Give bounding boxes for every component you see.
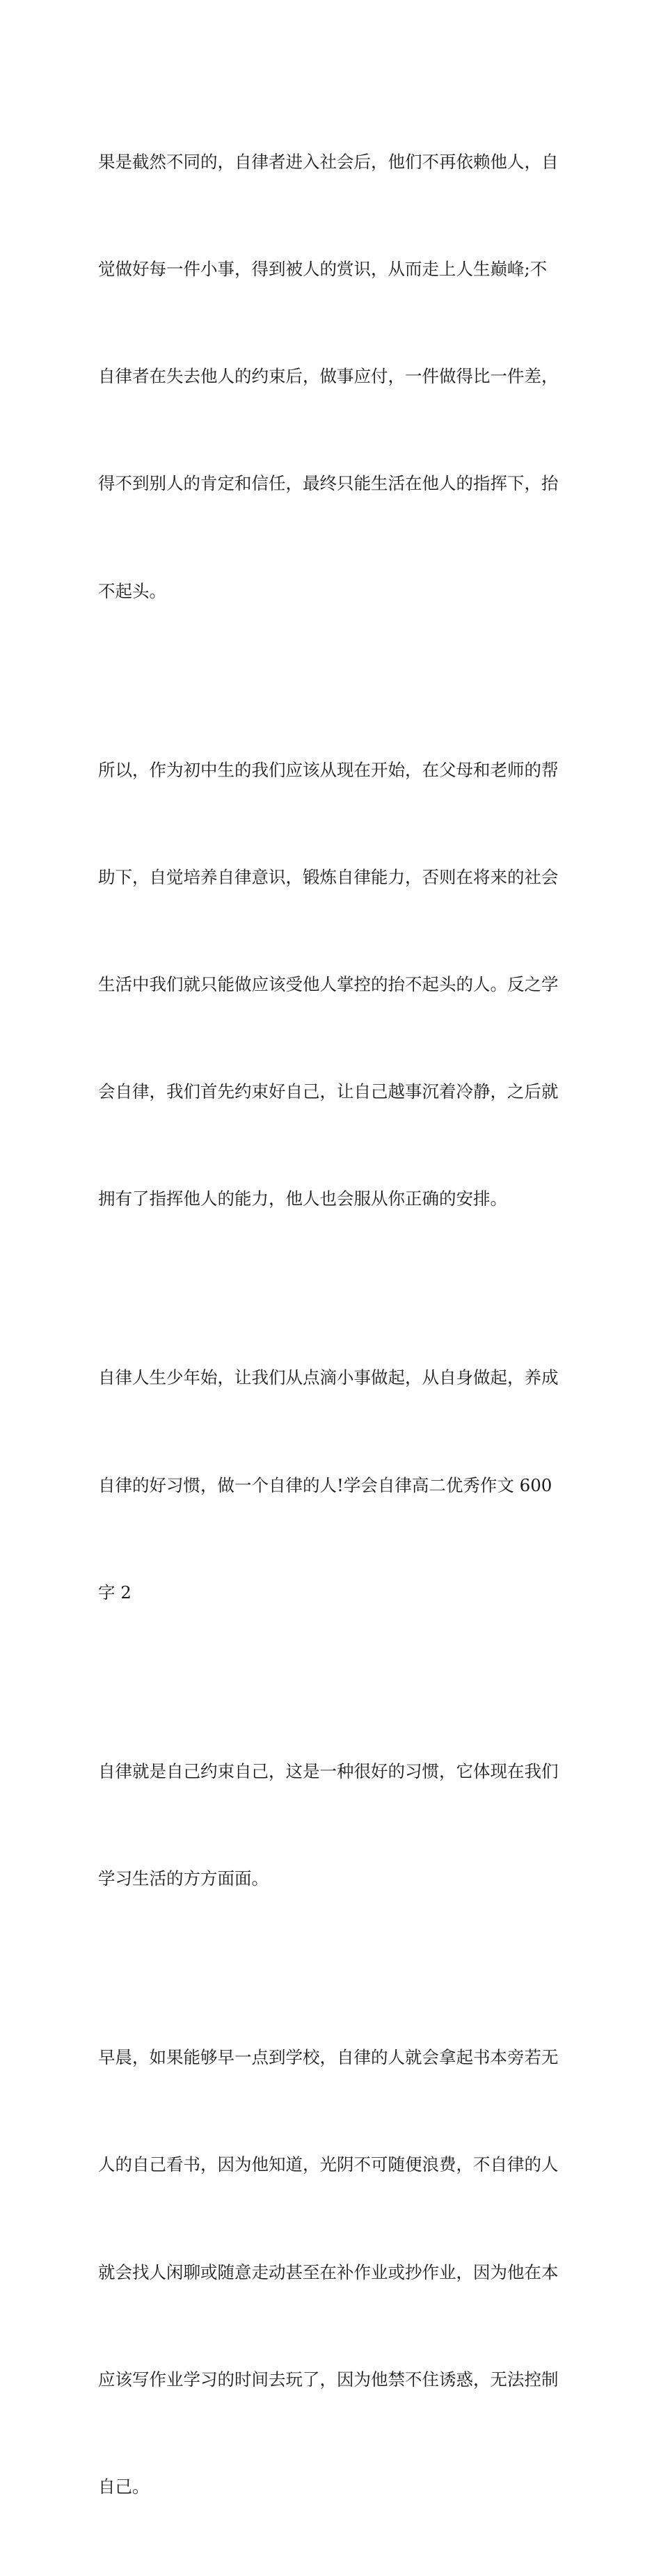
text-line: 所以，作为初中生的我们应该从现在开始，在父母和老师的帮 bbox=[98, 759, 559, 780]
paragraph-3 bbox=[98, 1289, 571, 1682]
text-line: 得不到别人的肯定和信任，最终只能生活在他人的指挥下，抬 bbox=[98, 473, 559, 494]
text-line: 自律就是自己约束自己，这是一种很好的习惯，它体现在我们 bbox=[98, 1760, 559, 1781]
text-line: 人的自己看书，因为他知道，光阴不可随便浪费，不自律的人 bbox=[98, 2154, 559, 2175]
text-line: 自律的好习惯，做一个自律的人!学会自律高二优秀作文 600 bbox=[98, 1474, 552, 1495]
text-line: 觉做好每一件小事，得到被人的赏识，从而走上人生巅峰;不 bbox=[98, 259, 548, 280]
text-line: 会自律，我们首先约束好自己，让自己越事沉着冷静，之后就 bbox=[98, 1081, 559, 1102]
document-body bbox=[98, 72, 571, 2576]
paragraph-4 bbox=[98, 1682, 571, 1968]
text-line: 自律者在失去他人的约束后，做事应付，一件做得比一件差， bbox=[98, 366, 559, 387]
text-line: 果是截然不同的，自律者进入社会后，他们不再依赖他人，自 bbox=[98, 151, 559, 172]
text-line: 学习生活的方方面面。 bbox=[98, 1868, 269, 1889]
text-line: 自律人生少年始，让我们从点滴小事做起，从自身做起，养成 bbox=[98, 1367, 559, 1388]
text-line: 早晨，如果能够早一点到学校，自律的人就会拿起书本旁若无 bbox=[98, 2047, 559, 2068]
text-line: 字 2 bbox=[98, 1582, 132, 1603]
text-line: 助下，自觉培养自律意识，锻炼自律能力，否则在将来的社会 bbox=[98, 866, 559, 887]
text-line: 拥有了指挥他人的能力，他人也会服从你正确的安排。 bbox=[98, 1188, 507, 1209]
text-line: 就会找人闲聊或随意走动甚至在补作业或抄作业，因为他在本 bbox=[98, 2261, 559, 2282]
text-line: 自己。 bbox=[98, 2476, 150, 2497]
text-line: 生活中我们就只能做应该受他人掌控的抬不起头的人。反之学 bbox=[98, 974, 559, 995]
paragraph-2 bbox=[98, 681, 571, 1289]
text-line: 应该写作业学习的时间去玩了，因为他禁不住诱惑，无法控制 bbox=[98, 2369, 559, 2390]
paragraph-5 bbox=[98, 1968, 571, 2576]
text-line: 不起头。 bbox=[98, 580, 166, 601]
paragraph-1 bbox=[98, 72, 571, 681]
